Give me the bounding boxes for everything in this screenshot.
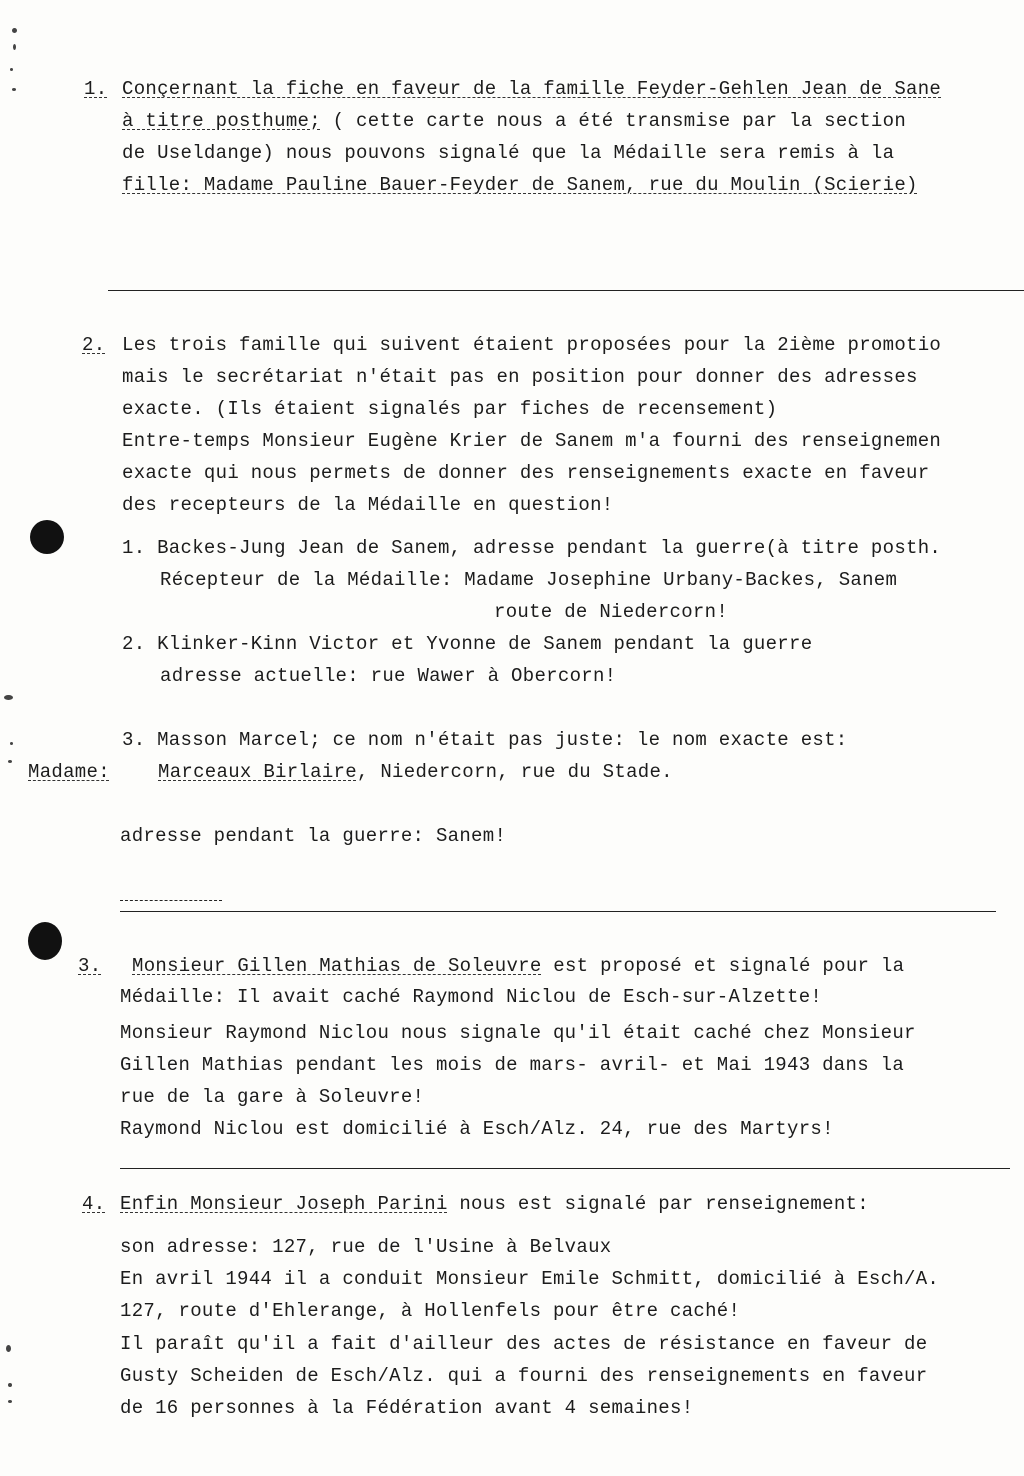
section-4-person-name: Enfin Monsieur Joseph Parini: [120, 1193, 448, 1215]
margin-speck: [6, 1345, 11, 1352]
section-3-line-4: Gillen Mathias pendant les mois de mars- avril- et Mai 1943 dans la: [120, 1054, 905, 1076]
margin-speck: [10, 742, 13, 745]
section-4-line-1: [120, 1193, 869, 1215]
section-3-line-6: Raymond Niclou est domicilié à Esch/Alz. 24, rue des Martyrs!: [120, 1118, 834, 1140]
section-3-number: 3.: [78, 955, 102, 977]
section-4-line-5: Il paraît qu'il a fait d'ailleur des actes de résistance en faveur de: [120, 1333, 928, 1355]
margin-speck: [8, 1383, 12, 1387]
list-item-2-line-1: 2. Klinker-Kinn Victor et Yvonne de Sanem pendant la guerre: [122, 633, 813, 655]
short-dash-line: [120, 900, 222, 901]
section-2-number: 2.: [82, 334, 106, 356]
separator-line: [120, 1168, 1010, 1169]
list-item-3-name: Marceaux Birlaire: [158, 761, 357, 783]
section-3-line-1: [132, 955, 904, 977]
list-item-1-line-3: route de Niedercorn!: [494, 601, 729, 623]
section-4-line-1-rest: nous est signalé par renseignement:: [447, 1193, 869, 1215]
section-2-line-6: des recepteurs de la Médaille en question!: [122, 494, 614, 516]
margin-speck: [13, 44, 16, 50]
list-item-3-rest: , Niedercorn, rue du Stade.: [356, 761, 673, 783]
section-3-line-3: Monsieur Raymond Niclou nous signale qu'il était caché chez Monsieur: [120, 1022, 916, 1044]
list-item-3-prefix: Madame:: [28, 761, 110, 783]
section-1-line-3: de Useldange) nous pouvons signalé que la Médaille sera remis à la: [122, 142, 895, 164]
punch-hole: [30, 520, 64, 554]
section-4-line-4: 127, route d'Ehlerange, à Hollenfels pour être caché!: [120, 1300, 741, 1322]
margin-speck: [4, 695, 13, 700]
section-3-line-2: Médaille: Il avait caché Raymond Niclou de Esch-sur-Alzette!: [120, 986, 823, 1008]
separator-line: [120, 911, 996, 912]
section-4-number: 4.: [82, 1193, 106, 1215]
margin-speck: [12, 88, 16, 91]
section-2-line-1: Les trois famille qui suivent étaient proposées pour la 2ième promotio: [122, 334, 942, 356]
section-4-line-2: son adresse: 127, rue de l'Usine à Belvaux: [120, 1236, 612, 1258]
list-item-3-line-3: adresse pendant la guerre: Sanem!: [120, 825, 507, 847]
section-1-line-1: Conçernant la fiche en faveur de la famille Feyder-Gehlen Jean de Sane: [122, 78, 942, 100]
list-item-2-line-2: adresse actuelle: rue Wawer à Obercorn!: [160, 665, 617, 687]
margin-speck: [10, 68, 13, 71]
list-item-1-line-2: Récepteur de la Médaille: Madame Josephine Urbany-Backes, Sanem: [160, 569, 898, 591]
margin-speck: [8, 760, 12, 763]
section-2-line-4: Entre-temps Monsieur Eugène Krier de Sanem m'a fourni des renseignemen: [122, 430, 942, 452]
section-2-line-3: exacte. (Ils étaient signalés par fiches de recensement): [122, 398, 778, 420]
punch-hole: [28, 922, 62, 960]
section-4-line-7: de 16 personnes à la Fédération avant 4 semaines!: [120, 1397, 694, 1419]
list-item-3-line-2: [158, 761, 673, 783]
section-2-line-5: exacte qui nous permets de donner des renseignements exacte en faveur: [122, 462, 930, 484]
section-1-number: 1.: [84, 78, 108, 100]
section-2-line-2: mais le secrétariat n'était pas en position pour donner des adresses: [122, 366, 918, 388]
separator-line: [108, 290, 1024, 291]
list-item-1-line-1: 1. Backes-Jung Jean de Sanem, adresse pendant la guerre(à titre posth.: [122, 537, 942, 559]
section-1-line-2-rest: ( cette carte nous a été transmise par la section: [320, 110, 907, 132]
margin-speck: [12, 28, 17, 33]
section-4-line-3: En avril 1944 il a conduit Monsieur Emile Schmitt, domicilié à Esch/A.: [120, 1268, 940, 1290]
section-3-line-5: rue de la gare à Soleuvre!: [120, 1086, 425, 1108]
list-item-3-line-1: 3. Masson Marcel; ce nom n'était pas juste: le nom exacte est:: [122, 729, 848, 751]
section-3-line-1-rest: est proposé et signalé pour la: [541, 955, 905, 977]
section-3-person-name: Monsieur Gillen Mathias de Soleuvre: [132, 955, 542, 977]
section-1-line-2: [122, 110, 906, 132]
section-1-line-4: fille: Madame Pauline Bauer-Feyder de Sanem, rue du Moulin (Scierie): [122, 174, 918, 196]
section-4-line-6: Gusty Scheiden de Esch/Alz. qui a fourni des renseignements en faveur: [120, 1365, 928, 1387]
section-1-posthume: à titre posthume;: [122, 110, 321, 132]
margin-speck: [8, 1400, 12, 1403]
